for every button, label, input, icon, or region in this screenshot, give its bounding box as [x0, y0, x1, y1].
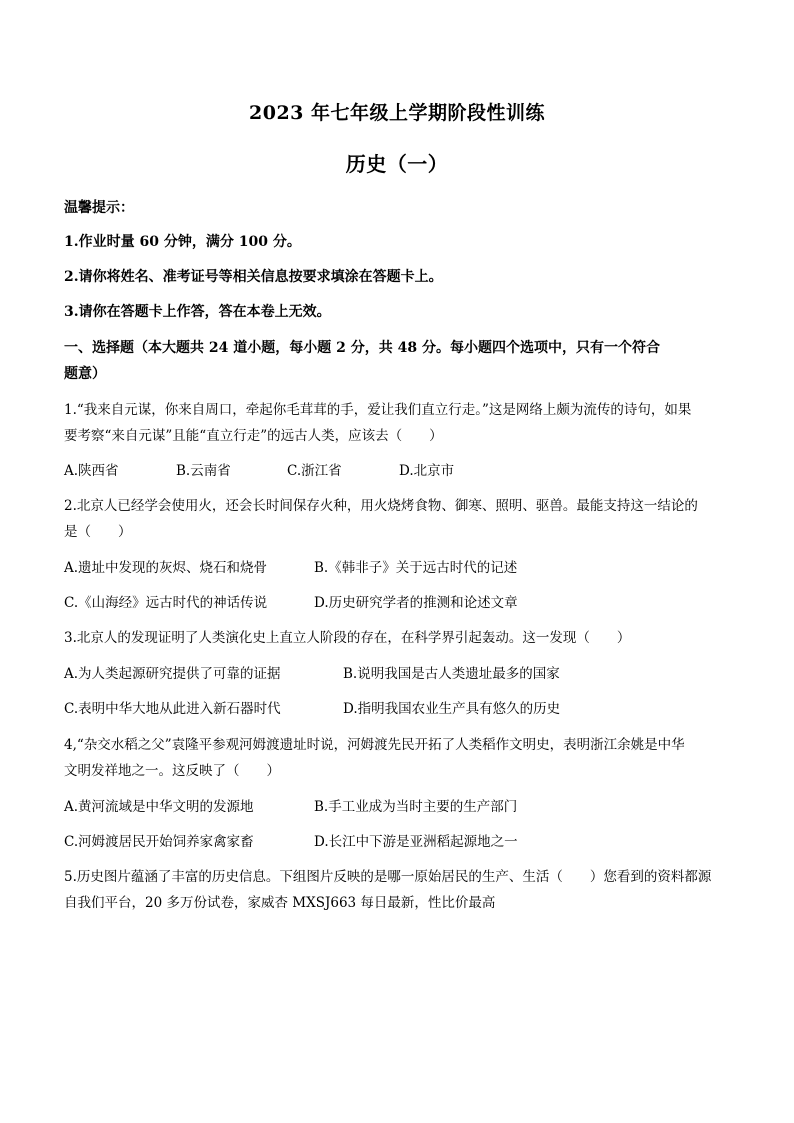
question-1-line-1: 1.“我来自元谋，你来自周口，牵起你毛茸茸的手，爱让我们直立行走。”这是网络上颇为流传的诗句，如果 — [64, 402, 692, 418]
tip-1: 1.作业时量 60 分钟，满分 100 分。 — [64, 234, 301, 250]
question-5-line-1: 5.历史图片蕴涵了丰富的历史信息。下组图片反映的是哪一原始居民的生产、生活（ ）您看到的资料都源 — [64, 869, 712, 885]
question-2-option-c: C.《山海经》远古时代的神话传说 — [64, 595, 268, 611]
question-3-option-b: B.说明我国是古人类遗址最多的国家 — [343, 666, 560, 682]
question-1-line-2: 要考察“来自元谋”且能“直立行走”的远古人类，应该去（ ） — [64, 428, 443, 444]
question-4-option-c: C.河姆渡居民开始饲养家禽家畜 — [64, 834, 254, 850]
section-heading-line-1: 一、选择题（本大题共 24 道小题，每小题 2 分，共 48 分。每小题四个选项中，只有一个符合 — [64, 340, 660, 356]
question-2-option-a: A.遗址中发现的灰烬、烧石和烧骨 — [64, 560, 268, 576]
tips-heading: 温馨提示： — [64, 200, 134, 216]
question-3-option-a: A.为人类起源研究提供了可靠的证据 — [64, 666, 281, 682]
question-1-option-b: B.云南省 — [176, 463, 231, 479]
question-4-option-b: B.手工业成为当时主要的生产部门 — [314, 799, 518, 815]
question-2-line-2: 是（ ） — [64, 524, 132, 540]
question-1-option-d: D.北京市 — [399, 463, 455, 479]
question-4-option-a: A.黄河流域是中华文明的发源地 — [64, 799, 254, 815]
question-4-line-2: 文明发祥地之一。这反映了（ ） — [64, 763, 280, 779]
question-4-line-1: 4,“杂交水稻之父”袁隆平参观河姆渡遗址时说，河姆渡先民开拓了人类稻作文明史，表明浙江余姚是中华 — [64, 737, 685, 753]
exam-title: 2023 年七年级上学期阶段性训练 — [249, 102, 545, 124]
question-3-option-d: D.指明我国农业生产具有悠久的历史 — [343, 701, 561, 717]
question-2-option-d: D.历史研究学者的推测和论述文章 — [314, 595, 518, 611]
section-heading-line-2: 题意） — [64, 366, 106, 382]
question-2-option-b: B.《韩非子》关于远古时代的记述 — [314, 560, 518, 576]
exam-subtitle: 历史（一） — [345, 152, 449, 176]
question-4-option-d: D.长江中下游是亚洲稻起源地之一 — [314, 834, 518, 850]
question-3-line-1: 3.北京人的发现证明了人类演化史上直立人阶段的存在，在科学界引起轰动。这一发现（ ） — [64, 630, 631, 646]
question-1-option-c: C.浙江省 — [287, 463, 342, 479]
question-2-line-1: 2.北京人已经学会使用火，还会长时间保存火种，用火烧烤食物、御寒、照明、驱兽。最能支持这一结论的 — [64, 498, 698, 514]
tip-2: 2.请你将姓名、准考证号等相关信息按要求填涂在答题卡上。 — [64, 269, 443, 285]
question-1-option-a: A.陕西省 — [64, 463, 119, 479]
question-3-option-c: C.表明中华大地从此进入新石器时代 — [64, 701, 281, 717]
tip-3: 3.请你在答题卡上作答，答在本卷上无效。 — [64, 304, 331, 320]
question-5-line-2: 自我们平台，20 多万份试卷，家威杏 MXSJ663 每日最新，性比价最高 — [64, 895, 496, 911]
